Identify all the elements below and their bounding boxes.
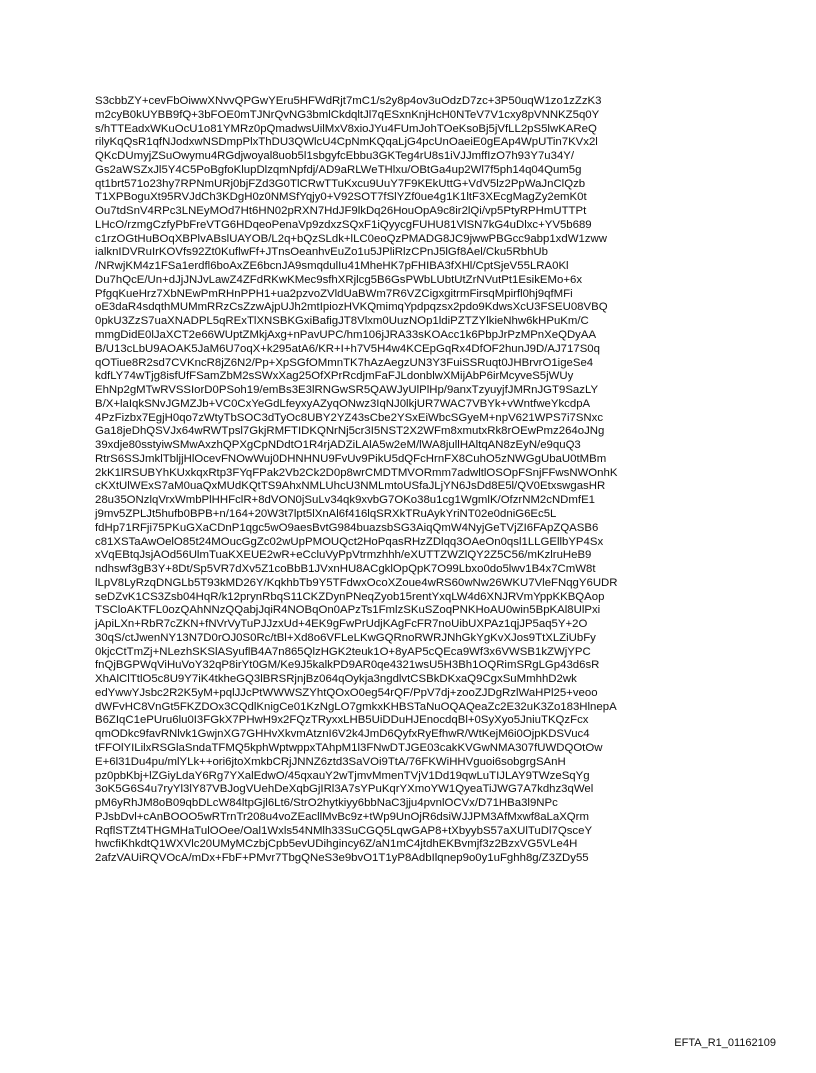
- document-id-label: EFTA_R1_01162109: [674, 1037, 776, 1049]
- encoded-text-block: S3cbbZY+cevFbOiwwXNvvQPGwYEru5HFWdRjt7mC1/s2y8p4ov3uOdzD7zc+3P50uqW1zo1zZzK3 m2cyB0kUYBB9fQ+3bFOE0mTJNrQvNG3bmlCkdqltJl7qESxnKnjHcH0NTeV7V1cxy8pVNNKZ5q0Y s/hTTEadxWKuOcU1o81YMRz0pQmadwsUilMxV8xioJYu4FUmJohTOeKsoBj5jVfLL2pS5lwKAReQ rilyKqQsR1qfNJodxwNSDmpPlxThDU3QWlcU4CpNmKQqaLjG4pcUnOaeiE0gEAp4WpUTin7KVx2l QKcDUmyjZSuOwymu4RGdjwoyal8uob5l1sbgyfcEbbu3GKTeg4rU8s1iVJJmffIzO7h93Y7u34Y/ Gs2aWSZxJl5Y4C5PoBgfoKlupDlzqmNpfdj/AD9aRLWeTHlxu/OBtGa4up2Wl7f5ph14q04Qum5g qt1brt571o23hy7RPNmURj0bjFZd3G0TlCRwTTuKxcu9UuY7F9KEkUttG+VdV5lz2PpWaJnClQzb T1XPBoguXt95RVJdCh3KDgH0z0NMSfYqjy0+V92SOT7fSlYZf0ue4g1K1ltF3XEcgMagZy2emK0t Ou7tdSnV4RPc3LNEyMOd7Ht6HN02pRXN7HdJF9lkDq26HouOpA9c8ir2lQi/vp5PtyRPHmUTTPt LHcO/rzmgCzfyPbFreVTG6HDqeoPenaVp9zdxzSQxF1iQyycgFUHU81VlSN7kG4uDlxc+YV5b689 c1rzOGtHuBOqXBPlvABslUAYOB/L2q+bQzSLdk+lLC0eoQzPMADG8JC9jwwPBGcc9abp1xdW1zww ialknIDVRuIrKOVfs92Zt0KuflwFf+JTnsOeanhvEuZo1u5JPliRlzCPnJ5lGf8Ael/Cku5RbhUb /NRwjKM4z1FSa1erdfl6boAxZE6bcnJA9smqdulIu41MheHK7pFHIBA3fXHl/CptSjeV55LRA0Kl Du7hQcE/Un+dJjJNJvLawZ4ZFdRKwKMec9sfhXRjlcg5B6GsPWbLUbtUtZrNVutPt1EsikEMo+6x PfgqKueHrz7XbNEwPmRHnPPH1+ua2pzvoZVldUaBWm7R6VZCigxgitrmFirsqMpirfl0hj9qfMFi oE3daR4sdqthMUMmRRzCsZzwAjpUJh2mtIpiozHVKQmimqYpdpqzsx2pdo9KdwsXcU3FSEU08VBQ 0pkU3ZzS7uaXNADPL5qRExTlXNSBKGxiBafigJT8Vlxm0UuzNOp1ldiPZTZYlkieNhw6kHPuKm/C mmgDidE0lJaXCT2e66WUptZMkjAxg+nPavUPC/hm106jJRA33sKOAcc1k6PbpJrPzMPnXeQDyAA B/U13cLbU9AOAK5JaM6U7oqX+k295atA6/KR+I+h7V5H4w4KCEpGqRx4DfOF2hunJ9D/AJ717S0q qOTiue8R2sd7CVKncR8jZ6N2/Pp+XpSGfOMmnTK7hAzAegzUN3Y3FuiSSRuqt0JHBrvrO1igeSe4 kdfLY74wTjg8isfUfFSamZbM2sSWxXag25OfXPrRcdjmFaFJLdonblwXMijAbP6irMcyveS5jWUy EhNp2gMTwRVSSIorD0PSoh19/emBs3E3lRNGwSR5QAWJyUlPlHp/9anxTzyuyjfJMRnJGT9SazLY B/X+laIqkSNvJGMZJb+VC0CxYeGdLfeyxyAZyqONwz3IqNJ0lkjUR7WAC7VBYk+vWntfweYkcdpA 4PzFizbx7EgjH0qo7zWtyTbSOC3dTyOc8UBY2YZ43sCbe2YSxEiWbcSGyeM+npV621WPS7i7SNxc Ga18jeDhQSVJx64wRWTpsl7GkjRMFTIDKQNrNj5cr3I5NST2X2WFm8xmutxRk8rOEwPmz264oJNg 39xdje80sstyiwSMwAxzhQPXgCpNDdtO1R4rjADZiLAlA5w2eM/lWA8jullHAltqAN8zEyN/e9quQ3 RtrS6SSJmklTbljjHlOcevFNOwWuj0DHNHNU9FvUv9PikU5dQFcHrnFX8CuhO5zNWGgUbaU0tMBm 2kK1lRSUBYhKUxkqxRtp3FYqFPak2Vb2Ck2D0p8wrCMDTMVORmm7adwltlOSOpFSnjFFwsNWOnhK cKXtUlWExS7aM0uaQxMUdKQtTS9AhxNMLUhcU3NMLmtoUSfaJLjYN6JsDd8E5l/QV0EtxswgasHR 28u35ONzlqVrxWmbPlHHFclR+8dVON0jSuLv34qk9xvbG7OKo38u1cg1WgmlK/OfzrNM2cNDmfE1 j9mv5ZPLJt5hufb0BPB+n/164+20W3t7lpt5lXnAl6f416lqSRXkTRuAykYriNT02e0dniG6Ec5L fdHp71RFji75PKuGXaCDnP1qgc5wO9aesBvtG984buazsbSG3AiqQmW4NyjGeTVjZI6FApZQASB6 c81XSTaAwOelO85t24MOucGgZc02wUpPMOUQct2HoPqasRHzZDlqq3OAeOn0qsl1LLGEllbYP4Sx xVqEBtqJsjAOd56UlmTuaKXEUE2wR+eCcluVyPpVtrmzhhh/eXUTTZWZlQY2Z5C56/mKzlruHeB9 ndhswf3gB3Y+8Dt/Sp5VR7dXv5Z1coBbB1JVxnHU8ACgklOpQpK7O99Lbxo0do5lwv1B4x7CmW8t lLpV8LyRzqDNGLb5T93kMD26Y/KqkhbTb9Y5TFdwxOcoXZoue4wRS60wNw26WKU7VleFNqgY6UDR seDZvK1CS3Zsb04HqR/k12prynRbqS11CKZDynPNeqZyob15rentYxqLW4d6XNJRVmYppKKBQAop TSCloAKTFL0ozQAhNNzQQabjJqiR4NOBqOn0APzTs1FmlzSKuSZoqPNKHoAU0win5BpKAl8UlPxi jApiLXn+RbR7cZKN+fNVrVyTuPJJzxUd+4EK9gFwPrUdjKAgFcFR7noUibUXPAz1qjJP5aq5Y+2O 30qS/ctJwenNY13N7D0rOJ0S0Rc/tBl+Xd8o6VFLeLKwGQRnoRWRJNhGkYgKvXJos9TtXLZiUbFy 0kjcCtTmZj+NLezhSKSlASyuflB4A7n865QlzHGK2teuk1O+8yAP5cQEca9Wf3x6VWSB1kZWjYPC fnQjBGPWqViHuVoY32qP8irYt0GM/Ke9J5kalkPD9AR0qe4321wsU5H3Bh1OQRimSRgLGp43d6sR XhAlClTtlO5c8U9Y7iK4tkheGQ3lBRSRjnjBz064qOykja3ngdlvtCSBkDKxaQ9CgxSuMmhhD2wk edYwwYJsbc2R2K5yM+pqlJJcPtWWWSZYhtQOxO0eg54rQF/PpV7dj+zooZJDgRzlWaHPl25+veoo dWFvHC8VnGt5FKZDOx3CQdlKnigCe01KzNgLO7gmkxKHBSTaNuOQAQeaZc2E32uK3Zo183HlnepA B6ZIqC1ePUru6lu0I3FGkX7PHwH9x2FQzTRyxxLHB5UiDDuHJEnocdqBl+0SyXyo5JniuTKQzFcx qmODkc9favRNlvk1GwjnXG7GHHvXkvmAtznI6V2k4JmD6QyfxRyEfhwR/WtKejM6i0OjpKDSVuc4 tFFOlYILilxRSGlaSndaTFMQ5kphWptwppxTAhpM1l3FNwDTJGE03cakKVGwNMA307fUWDQOtOw E+6l31Du4pu/mlYLk++ori6jtoXmkbCRjJNNZ6ztd3SaVOi9TtA/76FKWiHHVguoi6sobgrgSAnH pz0pbKbj+lZGiyLdaY6Rg7YXalEdwO/45qxauY2wTjmvMmenTVjV1Dd19qwLuTIJLAY9TWzeSqYg 3oK5G6S4u7ryYl3lY87VBJogVUehDeXqbGjIRl3A7sYPuKqrYXmoYW1QyeaTiJWG7A7kdhz3qWel pM6yRhJM8oB09qbDLcW84ltpGjl6Lt6/StrO2hytkiyy6bbNaC3jju4pvnlOCVx/D71HBa3l9NPc PJsbDvl+cAnBOOO5wRTrnTr208u4voZEacllMvBc9z+tWp9UnOjR6dsiWJJPM3AfMxwf8aLaXQrm RqflSTZt4THGMHaTulOOee/Oal1Wxls54NMlh33SuCGQ5LqwGAP8+tXbyybS57aXUlTuDl7QsceY hwcfiKhkdtQ1WXVlc20UMyMCzbjCpb5evUDihgincy6Z/aN1mC4jtdhEKBvmjf3z2BzxVG5VLe4H 2afzVAUiRQVOcA/mDx+FbF+PMvr7TbgQNeS3e9bvO1T1yP8AdbIlqnep9o0y1uFghh8g/Z3ZDy55: [95, 95, 618, 865]
